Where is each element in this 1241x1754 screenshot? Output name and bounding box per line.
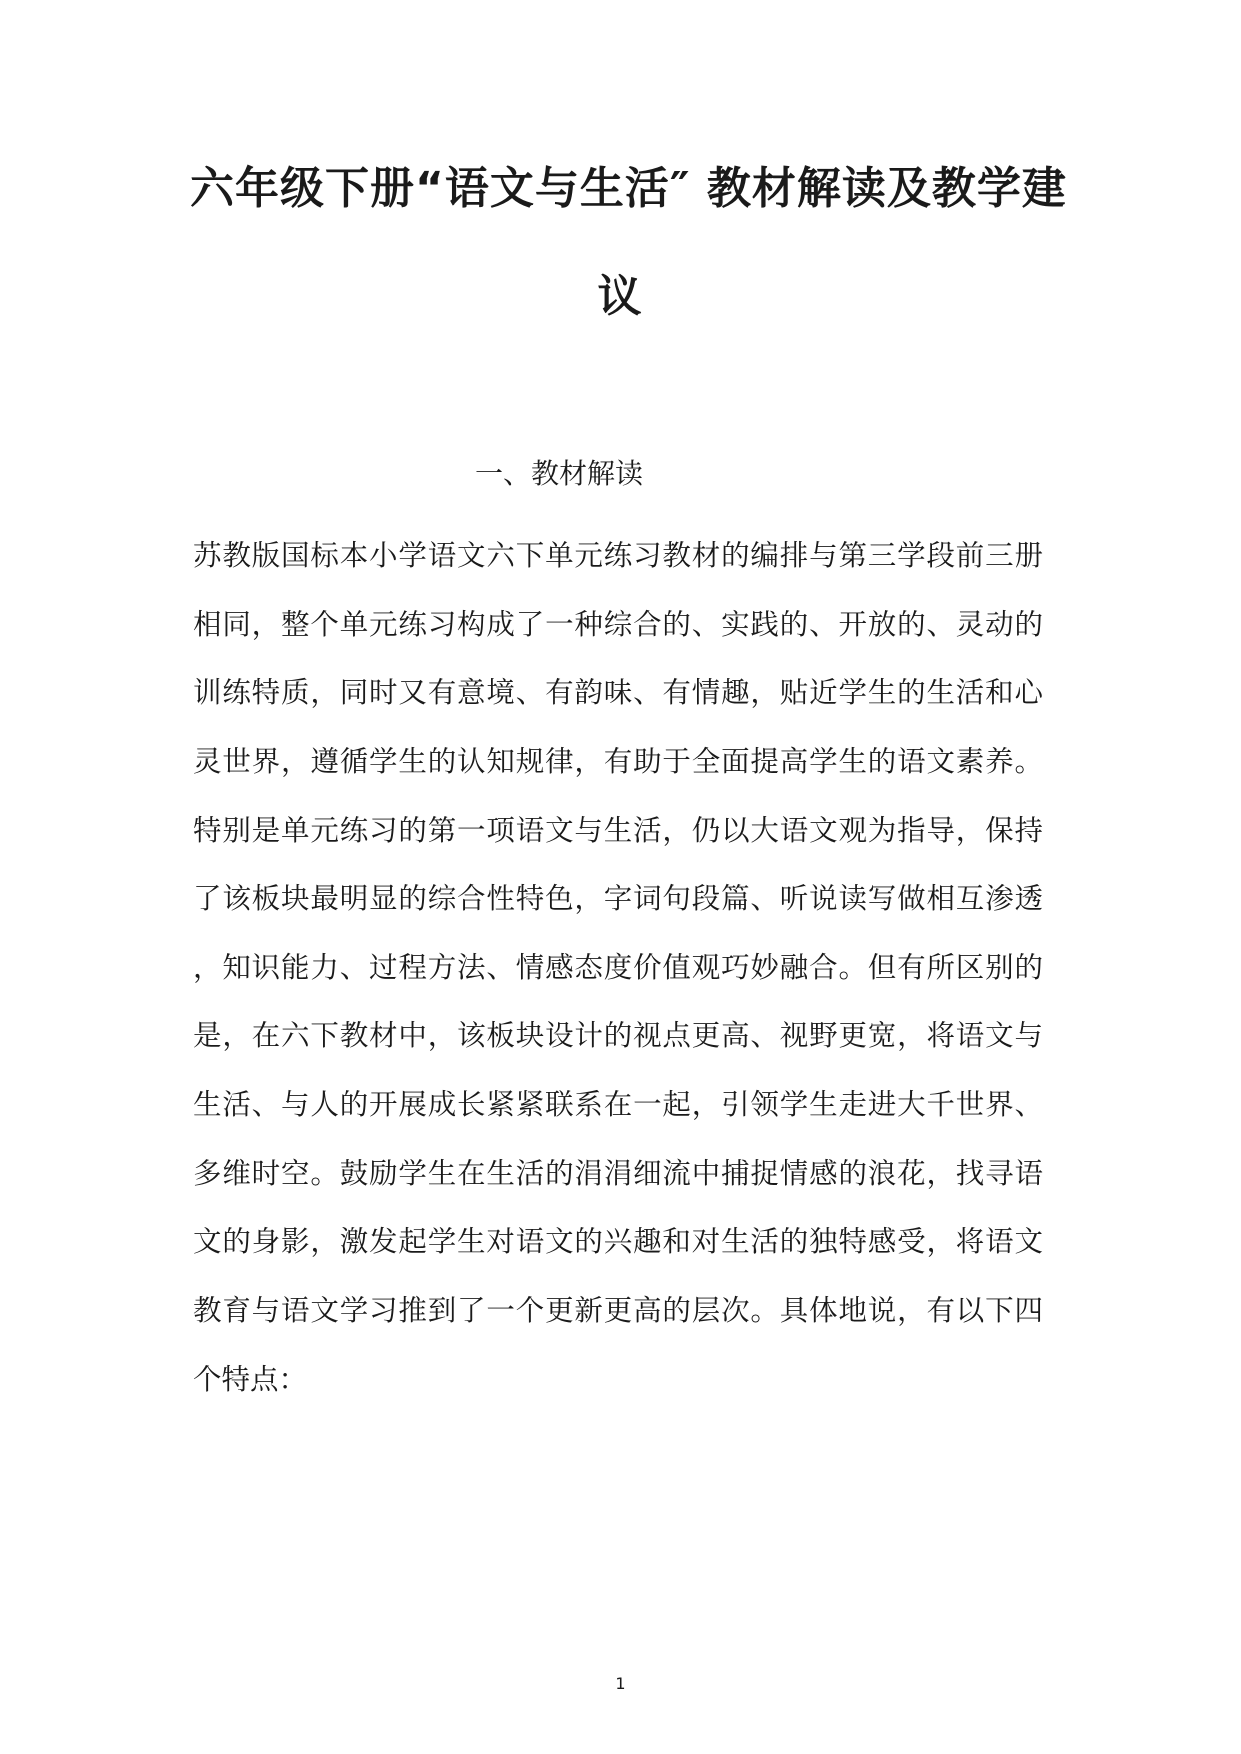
section-heading: 一、教材解读 bbox=[475, 457, 644, 490]
paragraph-line: 灵世界，遵循学生的认知规律，有助于全面提高学生的语文素养。 bbox=[193, 745, 1043, 778]
paragraph-line: 教育与语文学习推到了一个更新更高的层次。具体地说，有以下四 bbox=[193, 1294, 1043, 1327]
page-number: 1 bbox=[615, 1674, 626, 1693]
document-title-line-2: 议 bbox=[597, 271, 643, 322]
paragraph-line: 是，在六下教材中，该板块设计的视点更高、视野更宽，将语文与 bbox=[193, 1019, 1043, 1052]
paragraph-line: ，知识能力、过程方法、情感态度价值观巧妙融合。但有所区别的 bbox=[193, 951, 1043, 984]
paragraph-line: 特别是单元练习的第一项语文与生活，仍以大语文观为指导，保持 bbox=[193, 814, 1043, 847]
document-title-line-1: 六年级下册“语文与生活″ 教材解读及教学建 bbox=[190, 163, 1067, 214]
paragraph-line: 相同，整个单元练习构成了一种综合的、实践的、开放的、灵动的 bbox=[193, 608, 1043, 641]
paragraph-line: 生活、与人的开展成长紧紧联系在一起，引领学生走进大千世界、 bbox=[193, 1088, 1043, 1121]
paragraph-line: 个特点： bbox=[193, 1363, 308, 1396]
paragraph-line: 多维时空。鼓励学生在生活的涓涓细流中捕捉情感的浪花，找寻语 bbox=[193, 1157, 1043, 1190]
paragraph-line: 文的身影，激发起学生对语文的兴趣和对生活的独特感受，将语文 bbox=[193, 1225, 1043, 1258]
paragraph-line: 苏教版国标本小学语文六下单元练习教材的编排与第三学段前三册 bbox=[193, 539, 1043, 572]
paragraph-line: 训练特质，同时又有意境、有韵味、有情趣，贴近学生的生活和心 bbox=[193, 676, 1043, 709]
paragraph-line: 了该板块最明显的综合性特色，字词句段篇、听说读写做相互渗透 bbox=[193, 882, 1043, 915]
